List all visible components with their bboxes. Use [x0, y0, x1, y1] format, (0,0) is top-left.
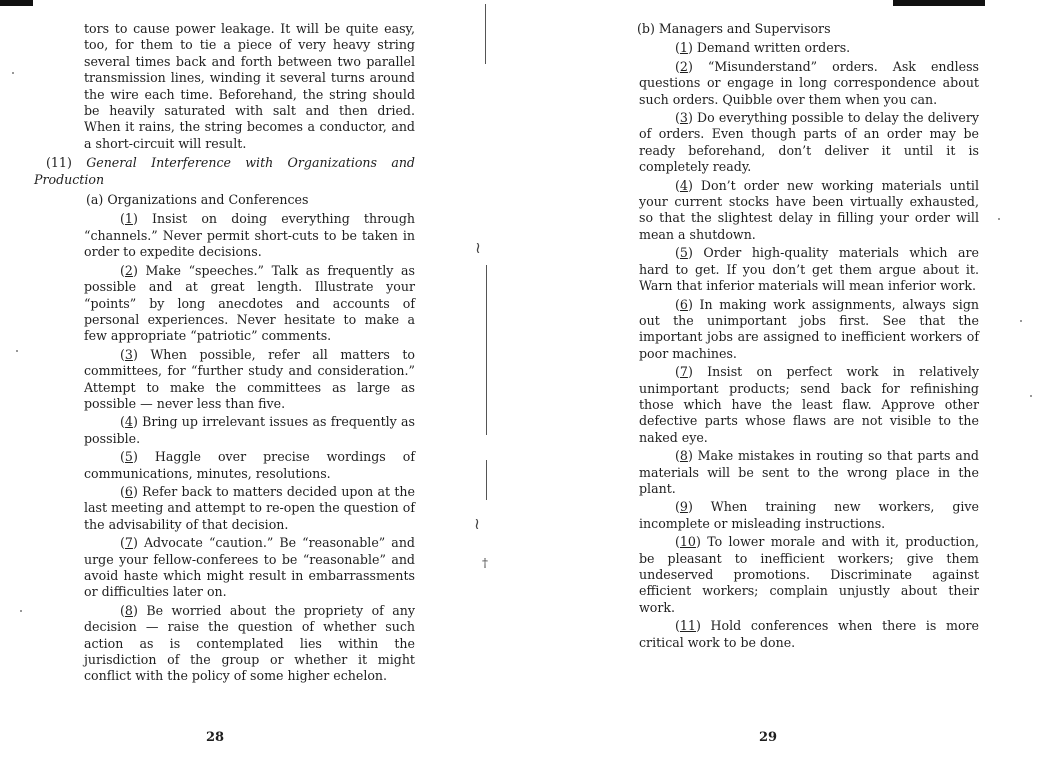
item-number: 7	[124, 535, 133, 551]
item-paren: (	[675, 40, 680, 56]
numbered-item	[639, 364, 979, 446]
item-number: 8	[679, 448, 688, 464]
item-text: Advocate “caution.” Be “reasonable” and urge your fellow-conferees to be “reasonable” and avoid haste which might result in embarrassments or difficulties later on.	[84, 535, 415, 600]
item-paren: (	[675, 177, 680, 193]
item-paren: )	[687, 364, 708, 380]
numbered-item	[639, 297, 979, 363]
item-text: Make “speeches.” Talk as frequently as possible and at great length. Illustrate your “points” by long anecdotes and accounts of personal experiences. Never hesitate to make a few appropriate “patriotic” comments.	[84, 262, 416, 344]
item-number: 1	[124, 211, 133, 227]
item-text: “Misunderstand” orders. Ask endless questions or engage in long correspondence about such orders. Quibble over them when you can.	[639, 58, 979, 107]
scan-speck	[1020, 320, 1022, 322]
item-paren: )	[132, 346, 151, 362]
item-text: Do everything possible to delay the delivery of orders. Even though parts of an order may be ready beforehand, don’t deliver it until it is completely ready.	[639, 110, 979, 175]
item-text: In making work assignments, always sign out the unimportant jobs first. See that the important jobs are assigned to inefficient workers of poor machines.	[639, 296, 979, 361]
numbered-item	[84, 535, 415, 601]
gutter-binding-mark: †	[482, 556, 488, 570]
item-number: 3	[124, 346, 133, 362]
item-paren: )	[687, 499, 711, 515]
item-paren: (	[120, 602, 125, 618]
item-number: 9	[679, 499, 688, 515]
item-paren: )	[132, 535, 144, 551]
item-paren: )	[687, 40, 697, 56]
scan-speck	[998, 218, 1000, 220]
right-text-column	[639, 19, 979, 653]
item-text: Make mistakes in routing so that parts and materials will be sent to the wrong place in the plant.	[639, 448, 979, 496]
item-text: To lower morale and with it, production, be pleasant to inefficient workers; give them undeserved promotions. Discriminate against efficient workers; complain unjustly about their work.	[639, 534, 979, 615]
numbered-item	[84, 347, 415, 413]
item-text: When training new workers, give incomplete or misleading instructions.	[639, 499, 979, 531]
right-item-list	[639, 40, 979, 651]
scan-speck	[16, 350, 18, 352]
gutter-line	[486, 460, 487, 500]
item-paren: )	[132, 262, 146, 278]
item-paren: (	[675, 364, 680, 380]
numbered-item	[639, 59, 979, 108]
item-number: 11	[679, 618, 696, 634]
numbered-item	[84, 603, 415, 685]
item-number: 5	[679, 245, 688, 261]
item-paren: (	[675, 110, 680, 126]
item-text: Demand written orders.	[696, 40, 851, 56]
numbered-item	[84, 484, 415, 533]
item-text: Order high-quality materials which are hard to get. If you don’t get them argue about it. Warn that inferior materials will mean inferior work.	[639, 245, 980, 294]
item-number: 8	[124, 602, 133, 618]
item-number: 6	[679, 296, 688, 312]
numbered-item	[639, 245, 979, 294]
page-number-left: 28	[206, 730, 225, 745]
item-text: Don’t order new working materials until your current stocks have been virtually exhausted, so that the slightest delay in filling your order will mean a shutdown.	[639, 177, 979, 242]
item-paren: (	[120, 262, 125, 278]
item-paren: )	[132, 449, 155, 465]
item-paren: (	[675, 534, 680, 550]
scan-edge-bar	[893, 0, 985, 6]
numbered-item	[639, 499, 979, 532]
subsection-heading: (a) Organizations and Conferences	[86, 192, 309, 208]
item-paren: )	[687, 296, 700, 312]
item-paren: )	[132, 602, 147, 618]
item-paren: (	[675, 58, 680, 74]
item-paren: (	[120, 414, 125, 430]
numbered-item	[84, 449, 415, 482]
item-paren: )	[687, 58, 708, 74]
item-number: 2	[124, 262, 133, 278]
numbered-item	[639, 110, 979, 176]
item-paren: (	[675, 245, 680, 261]
item-number: 10	[679, 534, 696, 550]
item-paren: )	[132, 414, 143, 430]
item-paren: )	[687, 110, 698, 126]
scan-speck	[12, 72, 14, 74]
item-paren: (	[675, 296, 680, 312]
gutter-binding-mark: ≀	[475, 238, 481, 257]
scan-speck	[1030, 395, 1032, 397]
item-text: Be worried about the propriety of any decision — raise the question of whether such action as is contemplated lies within the jurisdiction of the group or whether it might conflict with the policy of some higher echelon.	[84, 602, 416, 684]
item-paren: )	[132, 483, 143, 499]
numbered-item	[84, 263, 415, 345]
section-title: General Interference with Organizations and Production	[34, 155, 415, 187]
item-paren: (	[675, 499, 680, 515]
item-number: 3	[679, 110, 688, 126]
item-number: 4	[679, 177, 688, 193]
item-text: When possible, refer all matters to committees, for “further study and consideration.” Attempt to make the committees as large as possible — never less than five.	[84, 346, 415, 411]
section-heading	[34, 155, 415, 188]
item-paren: (	[120, 483, 125, 499]
item-paren: (	[675, 448, 680, 464]
numbered-item	[639, 40, 979, 56]
numbered-item	[84, 414, 415, 447]
item-number: 6	[124, 483, 133, 499]
item-paren: )	[695, 618, 711, 634]
numbered-item	[639, 448, 979, 497]
item-paren: (	[120, 211, 125, 227]
gutter-line	[486, 265, 487, 435]
item-text: Haggle over precise wordings of communications, minutes, resolutions.	[84, 449, 415, 481]
item-paren: )	[132, 211, 153, 227]
item-paren: )	[687, 177, 701, 193]
scan-speck	[20, 610, 22, 612]
item-number: 7	[679, 364, 688, 380]
numbered-item	[639, 534, 979, 616]
left-item-list	[84, 211, 415, 684]
item-paren: (	[120, 449, 125, 465]
item-number: 5	[124, 449, 133, 465]
item-text: Refer back to matters decided upon at the last meeting and attempt to re-open the question of the advisability of that decision.	[84, 483, 415, 532]
page-number-right: 29	[759, 730, 778, 745]
item-number: 1	[679, 40, 688, 56]
numbered-item	[639, 618, 979, 651]
item-paren: (	[120, 346, 125, 362]
continuation-paragraph: tors to cause power leakage. It will be quite easy, too, for them to tie a piece of very heavy string several times back and forth between two parallel transmission lines, winding it several turns around the wire each time. Beforehand, the string should be heavily saturated with salt and then dried. When it rains, the string becomes a conductor, and a short-circuit will result.	[84, 21, 415, 151]
subsection-heading: (b) Managers and Supervisors	[637, 21, 831, 36]
left-page	[0, 0, 488, 757]
item-number: 4	[124, 414, 133, 430]
item-paren: )	[687, 448, 698, 464]
left-text-column	[34, 21, 416, 687]
item-paren: (	[675, 618, 680, 634]
item-paren: )	[695, 534, 708, 550]
item-paren: )	[687, 245, 704, 261]
item-text: Insist on perfect work in relatively unimportant products; send back for refinishing those which have the least flaw. Approve other defective parts whose flaws are not visible to the naked eye.	[639, 364, 979, 445]
gutter-line	[485, 4, 486, 64]
numbered-item	[639, 178, 979, 244]
right-page	[488, 0, 1050, 757]
item-paren: (	[120, 535, 125, 551]
item-number: 2	[679, 58, 688, 74]
item-text: Insist on doing everything through “channels.” Never permit short-cuts to be taken in order to expedite decisions.	[84, 211, 415, 260]
item-text: Hold conferences when there is more critical work to be done.	[639, 618, 980, 650]
item-text: Bring up irrelevant issues as frequently as possible.	[84, 414, 415, 446]
gutter-binding-mark: ≀	[474, 514, 480, 533]
numbered-item	[84, 211, 415, 260]
section-number: (11)	[46, 155, 72, 171]
